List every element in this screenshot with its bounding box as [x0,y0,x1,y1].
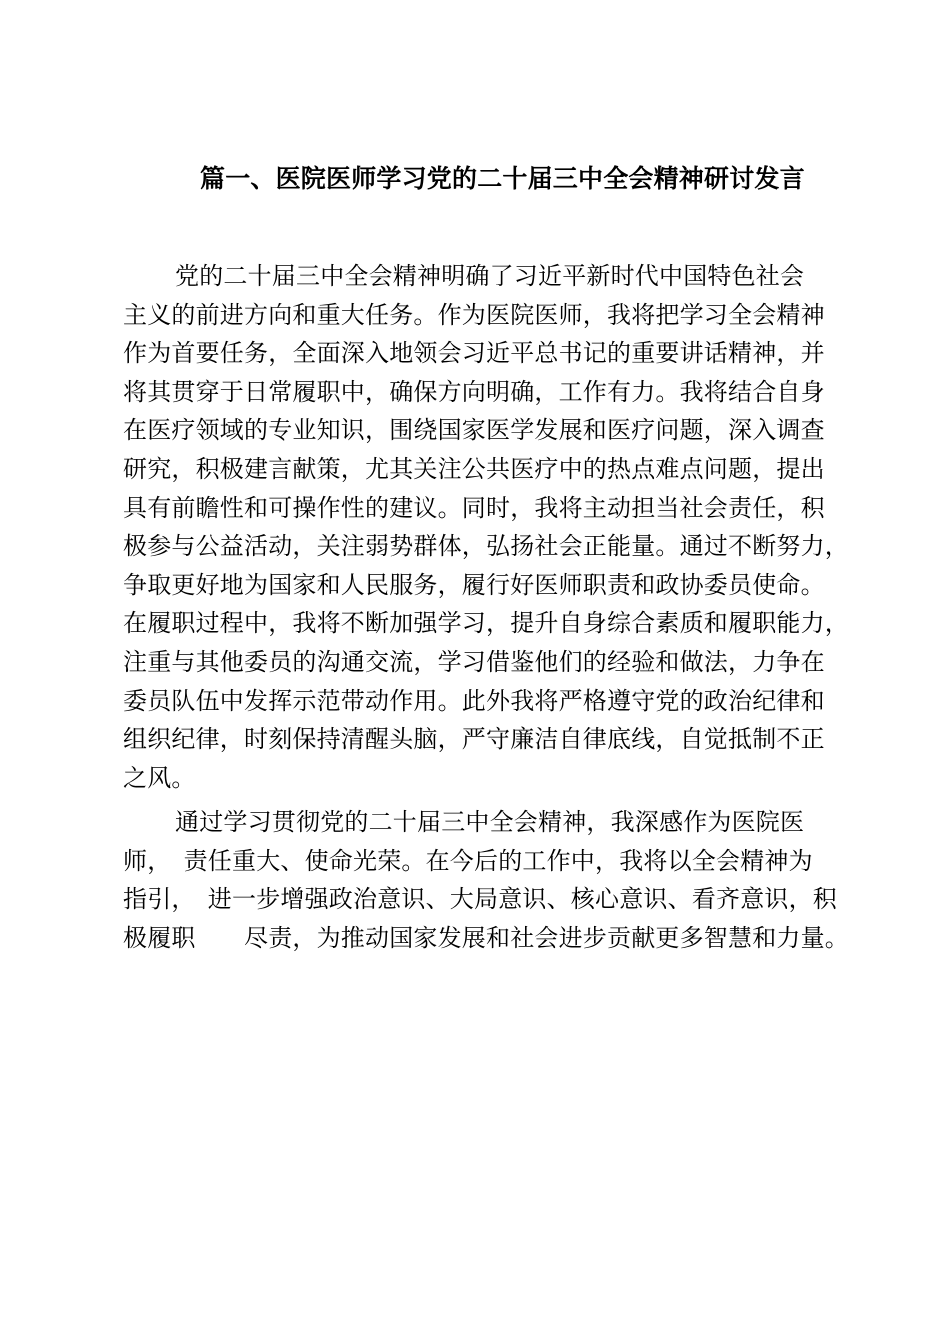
text-line: 在履职过程中，我将不断加强学习，提升自身综合素质和履职能力， [123,609,849,638]
paragraph-1 [123,257,863,797]
text-line: 极参与公益活动，关注弱势群体，弘扬社会正能量。通过不断努力， [123,532,849,561]
text-line: 具有前瞻性和可操作性的建议。同时，我将主动担当社会责任，积 [123,493,825,522]
text-line: 委员队伍中发挥示范带动作用。此外我将严格遵守党的政治纪律和 [123,686,825,715]
text-line: 通过学习贯彻党的二十届三中全会精神，我深感作为医院医 [175,808,805,836]
text-line: 指引， 进一步增强政治意识、大局意识、核心意识、看齐意识，积 [123,885,837,914]
paragraph-2 [123,803,863,957]
text-line: 极履职 尽责，为推动国家发展和社会进步贡献更多智慧和力量。 [123,923,849,952]
text-line: 将其贯穿于日常履职中，确保方向明确，工作有力。我将结合自身 [123,377,825,406]
text-line: 师， 责任重大、使命光荣。在今后的工作中，我将以全会精神为 [123,846,813,875]
document-title: 篇一、医院医师学习党的二十届三中全会精神研讨发言 [200,164,805,193]
text-line: 注重与其他委员的沟通交流，学习借鉴他们的经验和做法，力争在 [123,647,825,676]
text-line: 在医疗领域的专业知识，围绕国家医学发展和医疗问题，深入调查 [123,416,825,445]
text-line: 主义的前进方向和重大任务。作为医院医师，我将把学习全会精神 [123,300,825,329]
text-line: 争取更好地为国家和人民服务，履行好医师职责和政协委员使命。 [123,570,825,599]
text-line: 组织纪律，时刻保持清醒头脑，严守廉洁自律底线，自觉抵制不正 [123,725,825,754]
text-line: 研究，积极建言献策，尤其关注公共医疗中的热点难点问题，提出 [123,454,825,483]
text-line: 作为首要任务，全面深入地领会习近平总书记的重要讲话精神，并 [123,339,825,368]
text-line: 之风。 [123,763,196,792]
text-line: 党的二十届三中全会精神明确了习近平新时代中国特色社会 [175,262,805,290]
